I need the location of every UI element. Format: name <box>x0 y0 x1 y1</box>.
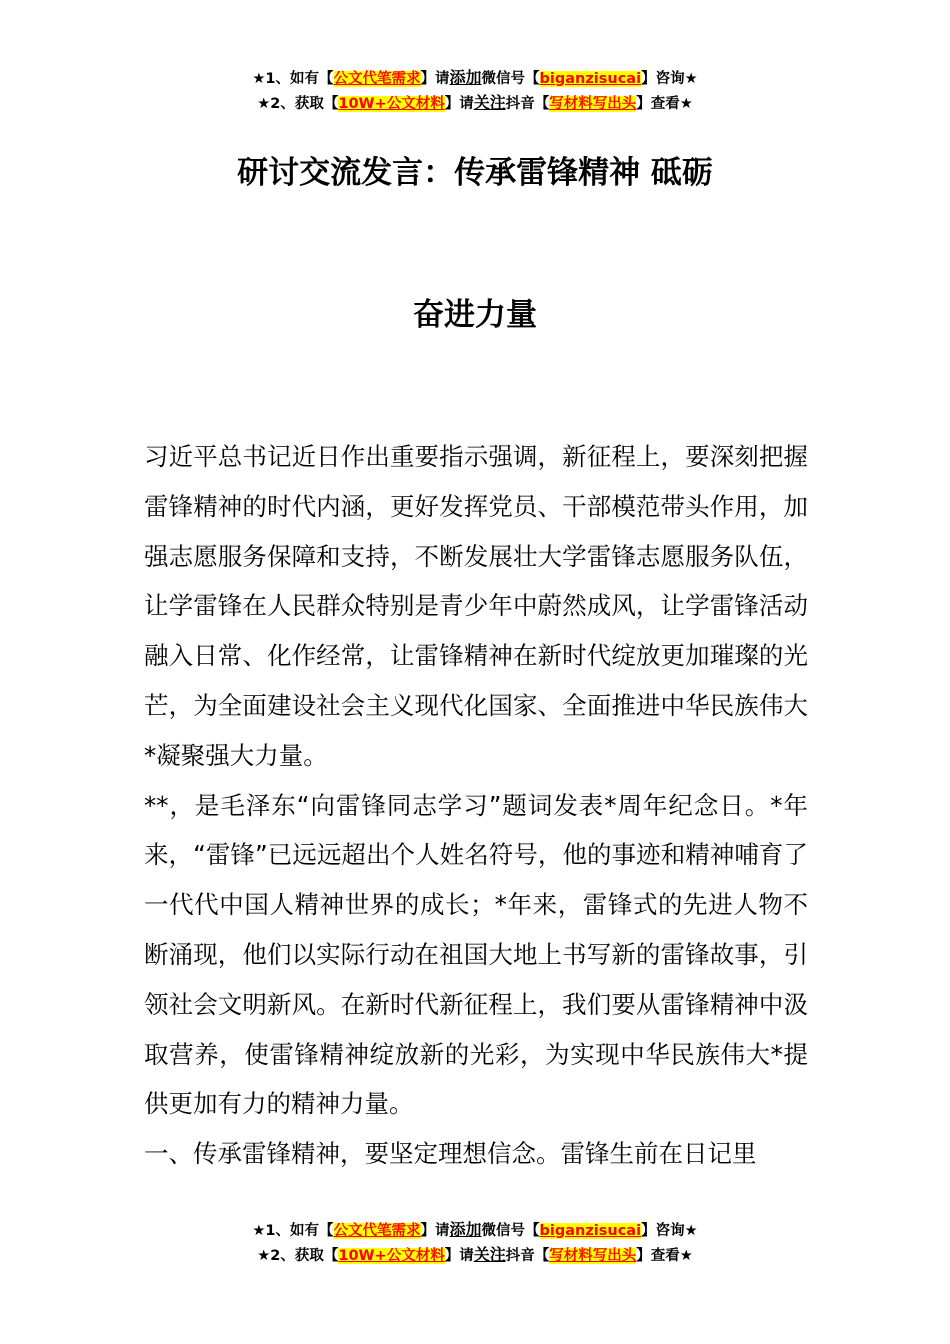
header-banner-line-1 <box>0 66 950 91</box>
banner-text: 】请 <box>420 71 450 87</box>
banner-text: 】请 <box>444 1248 474 1264</box>
header-banner <box>0 66 950 116</box>
banner-emphasis: 添加 <box>449 1220 482 1239</box>
highlight-service-label: 公文代笔需求 <box>333 71 421 87</box>
highlight-douyin-account: 写材料写出头 <box>549 96 637 112</box>
banner-text: 】查看★ <box>636 96 693 112</box>
banner-text: 】咨询★ <box>641 1223 698 1239</box>
highlight-materials-label: 10W+公文材料 <box>338 96 445 112</box>
banner-emphasis: 关注 <box>473 93 506 112</box>
banner-text: 微信号【 <box>481 1223 540 1239</box>
document-body <box>144 432 808 1179</box>
banner-text: 抖音【 <box>505 96 550 112</box>
footer-banner-line-1 <box>0 1218 950 1243</box>
banner-text: 】查看★ <box>636 1248 693 1264</box>
banner-text: 】咨询★ <box>641 71 698 87</box>
footer-banner <box>0 1218 950 1268</box>
document-title-line-2: 奋进力量 <box>413 297 537 333</box>
banner-text: ★1、如有【 <box>252 1223 334 1239</box>
highlight-wechat-id: biganzisucai <box>539 71 642 87</box>
banner-text: 微信号【 <box>481 71 540 87</box>
highlight-service-label: 公文代笔需求 <box>333 1223 421 1239</box>
banner-text: ★2、获取【 <box>257 96 339 112</box>
highlight-materials-label: 10W+公文材料 <box>338 1248 445 1264</box>
banner-emphasis: 添加 <box>449 68 482 87</box>
banner-text: ★1、如有【 <box>252 71 334 87</box>
header-banner-line-2 <box>0 91 950 116</box>
document-title-line-1: 研讨交流发言：传承雷锋精神 砥砺 <box>237 155 713 191</box>
body-paragraph: 一、传承雷锋精神，要坚定理想信念。雷锋生前在日记里 <box>144 1139 757 1169</box>
banner-text: 】请 <box>444 96 474 112</box>
banner-text: ★2、获取【 <box>257 1248 339 1264</box>
footer-banner-line-2 <box>0 1243 950 1268</box>
banner-text: 】请 <box>420 1223 450 1239</box>
body-paragraph: **，是毛泽东“向雷锋同志学习”题词发表*周年纪念日。*年来，“雷锋”已远远超出个人姓名符号，他的事迹和精神哺育了一代代中国人精神世界的成长；*年来，雷锋式的先进人物不断涌现，他们以实际行动在祖国大地上书写新的雷锋故事，引领社会文明新风。在新时代新征程上，我们要从雷锋精神中汲取营养，使雷锋精神绽放新的光彩，为实现中华民族伟大*提供更加有力的精神力量。 <box>144 790 808 1119</box>
banner-emphasis: 关注 <box>473 1245 506 1264</box>
body-paragraph: 习近平总书记近日作出重要指示强调，新征程上，要深刻把握雷锋精神的时代内涵，更好发挥党员、干部模范带头作用，加强志愿服务保障和支持，不断发展壮大学雷锋志愿服务队伍，让学雷锋在人民群众特别是青少年中蔚然成风，让学雷锋活动融入日常、化作经常，让雷锋精神在新时代绽放更加璀璨的光芒，为全面建设社会主义现代化国家、全面推进中华民族伟大*凝聚强大力量。 <box>144 442 808 770</box>
banner-text: 抖音【 <box>505 1248 550 1264</box>
highlight-wechat-id: biganzisucai <box>539 1223 642 1239</box>
highlight-douyin-account: 写材料写出头 <box>549 1248 637 1264</box>
